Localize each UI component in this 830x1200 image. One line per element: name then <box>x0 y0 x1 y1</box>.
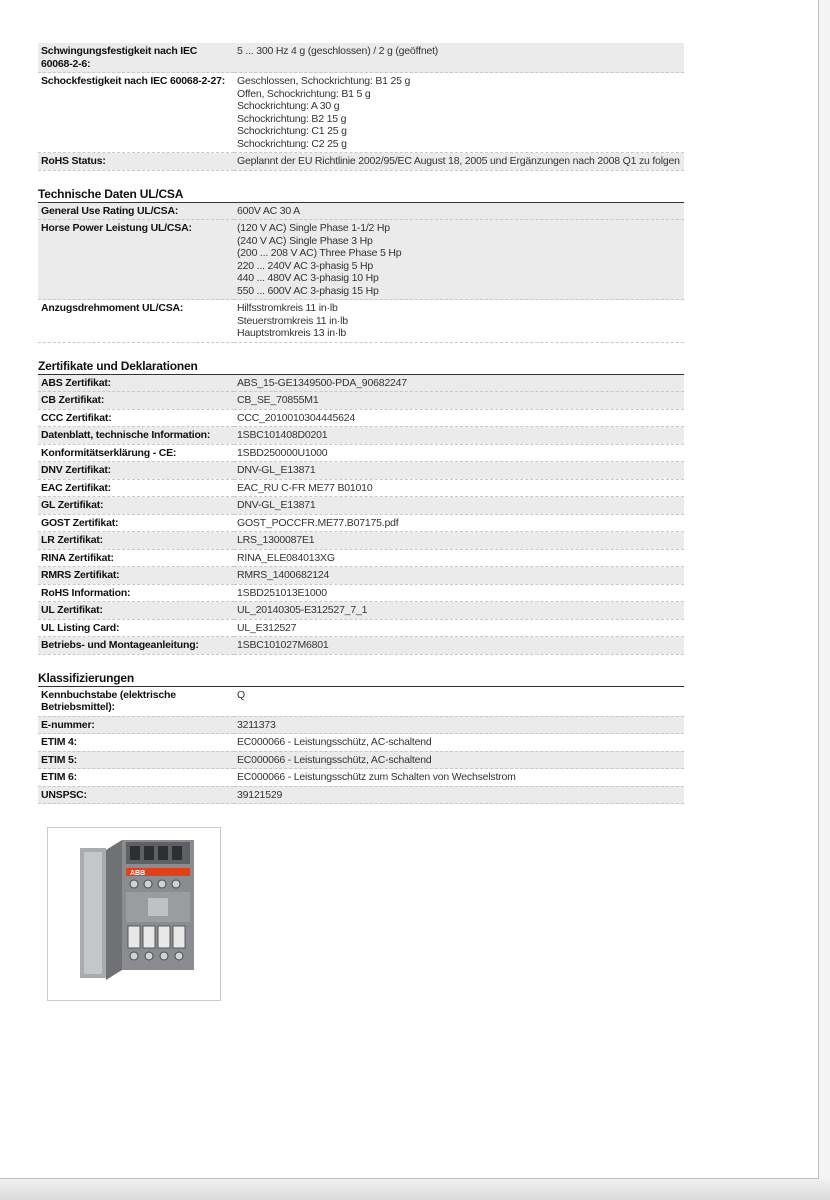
certificate-row-label: ABS Zertifikat: <box>38 375 234 392</box>
certificate-value-line: CB_SE_70855M1 <box>237 394 319 406</box>
ul-csa-row-label: Anzugsdrehmoment UL/CSA: <box>41 302 184 314</box>
mechanical-row <box>38 73 684 153</box>
certificate-row-label: RoHS Information: <box>41 586 131 599</box>
mechanical-value-line: Offen, Schockrichtung: B1 5 g <box>237 87 371 100</box>
certificate-value-line: 1SBD250000U1000 <box>237 446 328 459</box>
ul-csa-row-label: General Use Rating UL/CSA: <box>38 203 234 220</box>
scrollbar-track[interactable] <box>819 0 830 1179</box>
certificate-row-value <box>234 549 684 567</box>
ul-csa-row <box>38 203 684 220</box>
classification-row <box>38 716 684 734</box>
certificate-row <box>38 567 684 585</box>
section-title-certificates: Zertifikate und Deklarationen <box>38 359 684 375</box>
certificate-row <box>38 392 684 410</box>
certificate-row-value <box>234 602 684 620</box>
certificate-value-line: EAC_RU C-FR ME77 B01010 <box>237 481 373 494</box>
ul-csa-row-label: Horse Power Leistung UL/CSA: <box>38 220 234 300</box>
certificate-row <box>38 497 684 515</box>
certificate-value-line: RINA_ELE084013XG <box>237 551 335 564</box>
certificate-row <box>38 375 684 392</box>
ul-csa-value-line: 220 ... 240V AC 3-phasig 5 Hp <box>237 259 374 272</box>
certificate-row <box>38 549 684 567</box>
certificate-value-line: ABS_15-GE1349500-PDA_90682247 <box>237 376 407 389</box>
ul-csa-value-line: (240 V AC) Single Phase 3 Hp <box>237 234 373 247</box>
ul-csa-value-line: 440 ... 480V AC 3-phasig 10 Hp <box>237 272 379 284</box>
certificate-row-label: UL Listing Card: <box>41 621 120 634</box>
certificate-row-label: Datenblatt, technische Information: <box>38 427 234 445</box>
mechanical-value-line: 5 ... 300 Hz 4 g (geschlossen) / 2 g (geöffnet) <box>237 45 439 57</box>
certificate-value-line: LRS_1300087E1 <box>237 534 315 546</box>
mechanical-row <box>38 43 684 73</box>
contactor-product-image <box>48 828 220 1000</box>
certificate-row-value <box>234 409 684 427</box>
certificate-row-value <box>234 497 684 515</box>
certificate-row-value <box>234 427 684 445</box>
ul-csa-value-line: 600V AC 30 A <box>237 204 300 217</box>
certificate-row-value <box>234 375 684 392</box>
mechanical-row-value <box>234 153 684 171</box>
mechanical-row-value <box>234 73 684 153</box>
classification-value-line: Q <box>237 688 245 701</box>
mechanical-row-label: Schockfestigkeit nach IEC 60068-2-27: <box>41 75 226 87</box>
certificate-row-label: GOST Zertifikat: <box>41 516 119 529</box>
classification-row-label: Kennbuchstabe (elektrische Betriebsmittel): <box>41 688 176 713</box>
certificate-value-line: DNV-GL_E13871 <box>237 499 316 511</box>
classification-row-value <box>234 769 684 787</box>
ul-csa-value-line: Steuerstromkreis 11 in·lb <box>237 314 348 327</box>
certificate-value-line: DNV-GL_E13871 <box>237 464 316 476</box>
spec-table-mechanical <box>38 43 684 171</box>
classification-value-line: EC000066 - Leistungsschütz zum Schalten von Wechselstrom <box>237 771 516 783</box>
mechanical-value-line: Geplannt der EU Richtlinie 2002/95/EC August 18, 2005 und Ergänzungen nach 2008 Q1 zu folgen <box>237 155 680 167</box>
mechanical-value-line: Schockrichtung: C1 25 g <box>237 125 347 137</box>
certificate-row <box>38 462 684 480</box>
classification-row-label: E-nummer: <box>38 716 234 734</box>
certificate-value-line: 1SBD251013E1000 <box>237 586 327 599</box>
certificate-row-label: UL Zertifikat: <box>38 602 234 620</box>
certificate-row-label: CCC Zertifikat: <box>41 411 112 424</box>
certificate-row-label: EAC Zertifikat: <box>41 481 111 494</box>
certificate-row-value <box>234 462 684 480</box>
certificate-value-line: GOST_POCCFR.ME77.B07175.pdf <box>237 516 399 529</box>
datasheet-content <box>38 43 684 804</box>
certificate-row-value <box>234 479 684 497</box>
ul-csa-value-line: Hilfsstromkreis 11 in·lb <box>237 302 338 314</box>
spec-table-classifications <box>38 687 684 805</box>
certificate-row <box>38 444 684 462</box>
mechanical-value-line: Geschlossen, Schockrichtung: B1 25 g <box>237 75 411 87</box>
product-image-frame <box>47 827 221 1001</box>
classification-row <box>38 687 684 717</box>
mechanical-value-line: Schockrichtung: B2 15 g <box>237 112 347 125</box>
section-title-ul-csa: Technische Daten UL/CSA <box>38 187 684 203</box>
certificate-row-label: DNV Zertifikat: <box>38 462 234 480</box>
certificate-row <box>38 602 684 620</box>
certificate-value-line: RMRS_1400682124 <box>237 569 330 581</box>
classification-value-line: EC000066 - Leistungsschütz, AC-schaltend <box>237 753 432 766</box>
certificate-row <box>38 584 684 602</box>
ul-csa-value-line: Hauptstromkreis 13 in·lb <box>237 327 346 339</box>
classification-row <box>38 769 684 787</box>
spec-table-certificates <box>38 375 684 655</box>
classification-row-value <box>234 687 684 717</box>
certificate-row <box>38 427 684 445</box>
classification-row-value <box>234 751 684 769</box>
certificate-row-value <box>234 637 684 655</box>
certificate-row-value <box>234 567 684 585</box>
classification-row <box>38 786 684 804</box>
classification-row <box>38 734 684 752</box>
classification-row-label: UNSPSC: <box>38 786 234 804</box>
certificate-row-value <box>234 619 684 637</box>
ul-csa-row-value <box>234 203 684 220</box>
certificate-value-line: CCC_2010010304445624 <box>237 411 356 424</box>
mechanical-row <box>38 153 684 171</box>
ul-csa-row <box>38 300 684 343</box>
certificate-row-value <box>234 532 684 550</box>
certificate-value-line: UL_E312527 <box>237 621 297 634</box>
certificate-row-label: RMRS Zertifikat: <box>38 567 234 585</box>
classification-row-value <box>234 734 684 752</box>
ul-csa-row <box>38 220 684 300</box>
classification-value-line: 39121529 <box>237 788 283 801</box>
certificate-row-label: Betriebs- und Montageanleitung: <box>38 637 234 655</box>
certificate-row <box>38 619 684 637</box>
classification-row <box>38 751 684 769</box>
certificate-row-value <box>234 584 684 602</box>
certificate-value-line: 1SBC101408D0201 <box>237 429 328 441</box>
certificate-row-value <box>234 514 684 532</box>
classification-row-label: ETIM 4: <box>41 736 77 748</box>
classification-row-value <box>234 786 684 804</box>
mechanical-value-line: Schockrichtung: A 30 g <box>237 100 340 112</box>
certificate-row-label: Konformitätserklärung - CE: <box>41 446 177 459</box>
certificate-row <box>38 532 684 550</box>
brand-logo-text: ABB <box>130 870 146 877</box>
certificate-row <box>38 479 684 497</box>
mechanical-value-line: Schockrichtung: C2 25 g <box>237 137 347 150</box>
ul-csa-value-line: (120 V AC) Single Phase 1-1/2 Hp <box>237 222 390 234</box>
certificate-row <box>38 637 684 655</box>
certificate-value-line: UL_20140305-E312527_7_1 <box>237 604 368 616</box>
ul-csa-row-value <box>234 300 684 343</box>
mechanical-row-label: RoHS Status: <box>38 153 234 171</box>
classification-value-line: 3211373 <box>237 718 276 731</box>
certificate-row-label: LR Zertifikat: <box>38 532 234 550</box>
certificate-value-line: 1SBC101027M6801 <box>237 639 329 651</box>
viewer-footer-bar <box>0 1179 830 1200</box>
certificate-row <box>38 409 684 427</box>
section-title-classifications: Klassifizierungen <box>38 671 684 687</box>
classification-value-line: EC000066 - Leistungsschütz, AC-schaltend <box>237 736 432 748</box>
certificate-row-value <box>234 392 684 410</box>
certificate-row <box>38 514 684 532</box>
certificate-row-label: RINA Zertifikat: <box>41 551 114 564</box>
spec-table-ul-csa <box>38 203 684 343</box>
classification-row-value <box>234 716 684 734</box>
mechanical-row-label: Schwingungsfestigkeit nach IEC 60068-2-6: <box>38 43 234 73</box>
certificate-row-value <box>234 444 684 462</box>
mechanical-row-value <box>234 43 684 73</box>
ul-csa-value-line: (200 ... 208 V AC) Three Phase 5 Hp <box>237 247 402 259</box>
classification-row-label: ETIM 6: <box>41 771 77 783</box>
certificate-row-label: GL Zertifikat: <box>38 497 234 515</box>
ul-csa-row-value <box>234 220 684 300</box>
certificate-row-label: CB Zertifikat: <box>38 392 234 410</box>
ul-csa-value-line: 550 ... 600V AC 3-phasig 15 Hp <box>237 284 379 297</box>
classification-row-label: ETIM 5: <box>38 751 234 769</box>
